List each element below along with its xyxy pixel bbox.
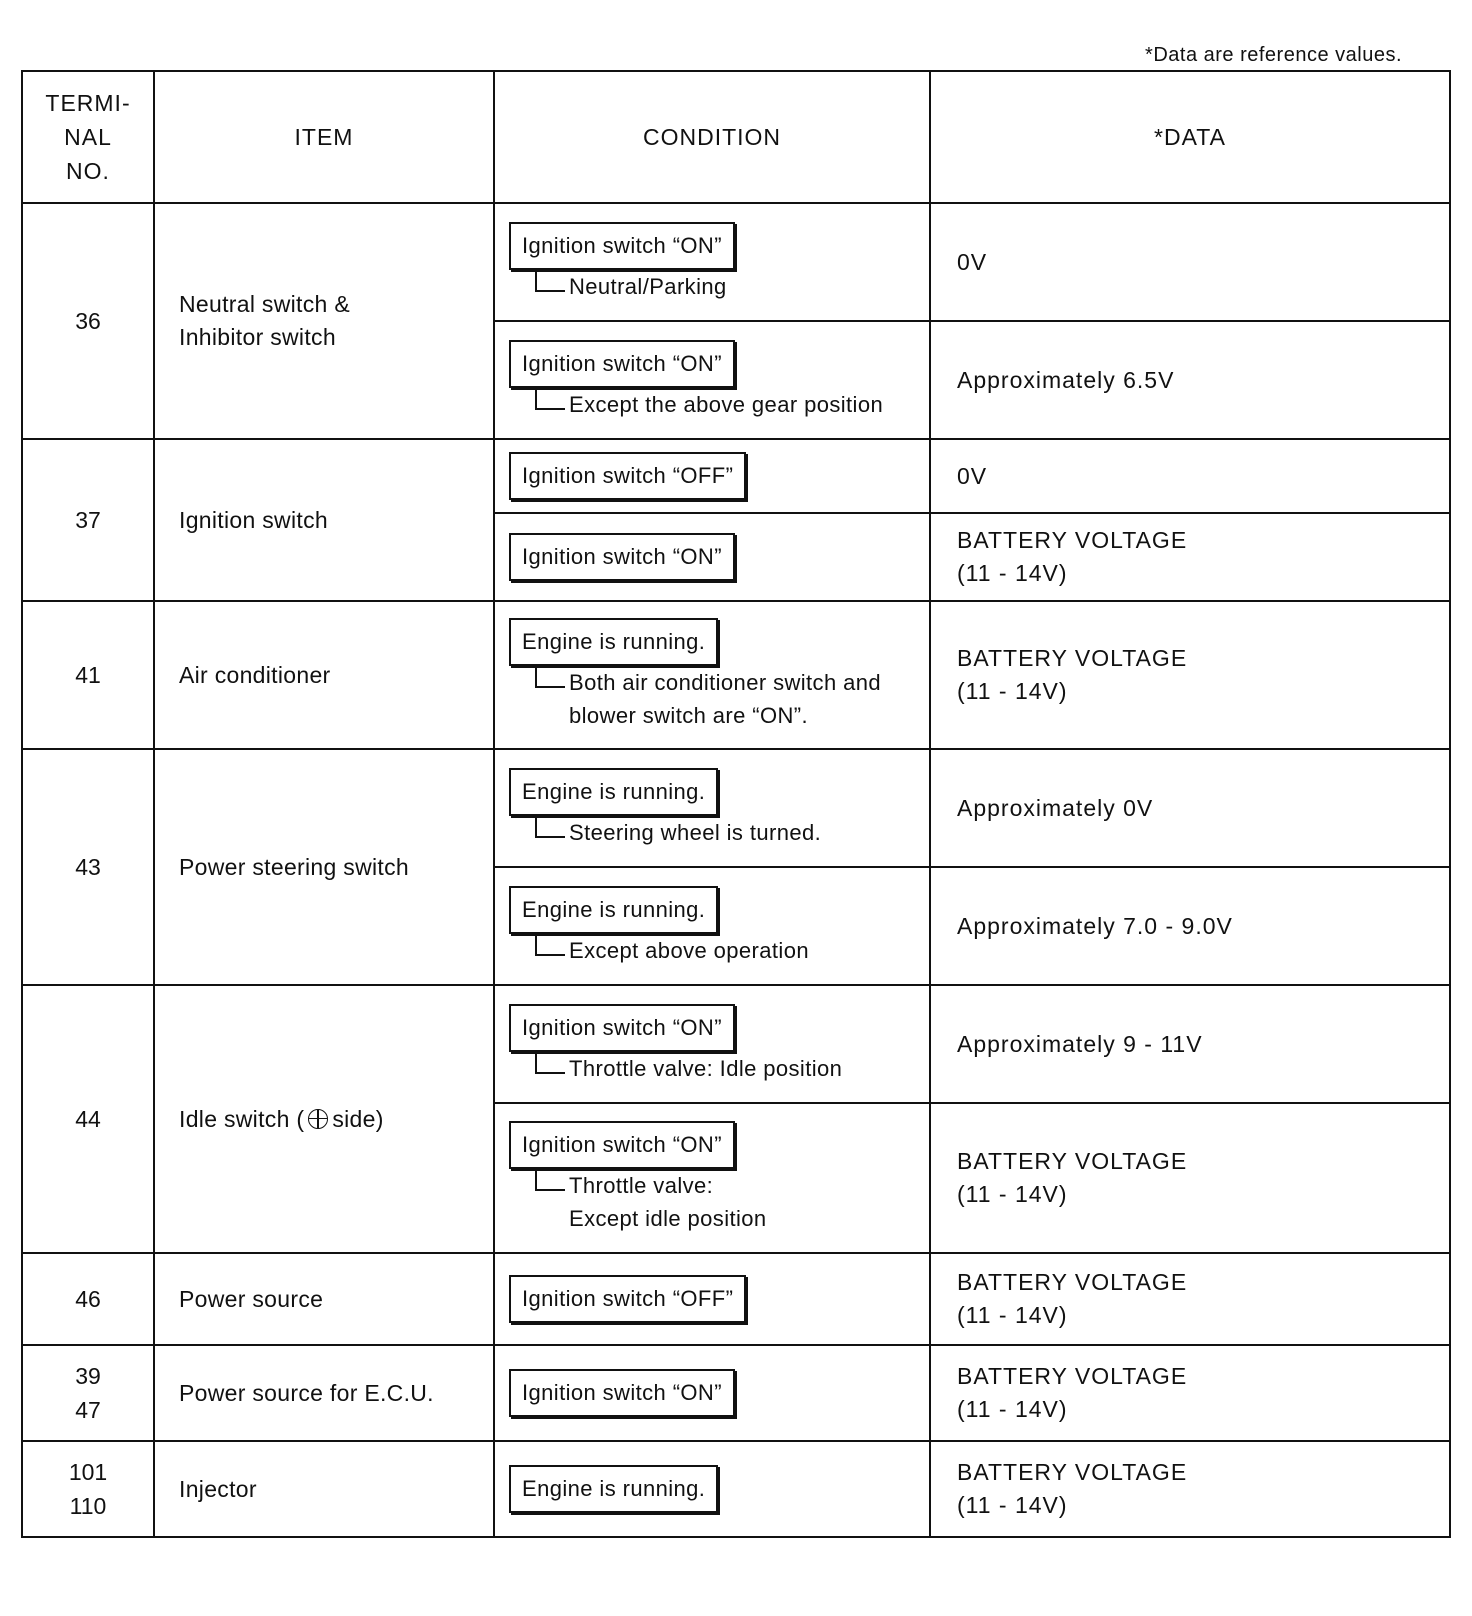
condition-cell [494, 749, 930, 867]
data-text: BATTERY VOLTAGE [957, 1363, 1188, 1389]
table-row [22, 203, 1450, 321]
data-text: Approximately 6.5V [957, 366, 1175, 393]
data-cell [930, 1103, 1450, 1253]
data-text: (11 - 14V) [957, 1181, 1068, 1207]
terminal-cell [22, 749, 154, 985]
condition-box: Engine is running. [509, 1465, 718, 1513]
table-row [22, 1441, 1450, 1537]
terminal-cell [22, 601, 154, 749]
terminal-number: 47 [75, 1397, 101, 1423]
data-text: BATTERY VOLTAGE [957, 527, 1188, 553]
item-text: Power source for E.C.U. [179, 1379, 434, 1406]
data-text: BATTERY VOLTAGE [957, 1269, 1188, 1295]
terminal-cell [22, 1345, 154, 1441]
condition-box: Ignition switch “ON” [509, 340, 735, 388]
item-cell [154, 203, 494, 439]
item-text: Idle switch ( [179, 1105, 305, 1132]
data-cell [930, 321, 1450, 439]
condition-sub [535, 270, 913, 303]
condition-box: Ignition switch “ON” [509, 533, 735, 581]
condition-box: Engine is running. [509, 618, 718, 666]
item-cell [154, 985, 494, 1253]
terminal-number: 39 [75, 1363, 101, 1389]
condition-cell [494, 867, 930, 985]
item-cell [154, 1253, 494, 1345]
data-cell [930, 513, 1450, 601]
condition-sub-text: Except the above gear position [569, 391, 884, 417]
condition-box: Ignition switch “ON” [509, 1004, 735, 1052]
header-terminal-line-1: TERMI- [45, 90, 131, 116]
data-cell [930, 1345, 1450, 1441]
terminal-number: 101 [68, 1459, 108, 1485]
table-row [22, 985, 1450, 1103]
header-condition: CONDITION [494, 71, 930, 203]
terminal-number: 110 [69, 1493, 107, 1519]
terminal-cell [22, 203, 154, 439]
table-row [22, 439, 1450, 513]
terminal-number: 43 [75, 854, 101, 880]
header-terminal-no [22, 71, 154, 203]
data-text: (11 - 14V) [957, 560, 1068, 586]
data-cell [930, 985, 1450, 1103]
condition-box: Ignition switch “ON” [509, 222, 735, 270]
condition-box: Ignition switch “OFF” [509, 452, 746, 500]
terminal-number: 41 [75, 662, 101, 688]
condition-box: Engine is running. [509, 768, 718, 816]
condition-sub-text: Except idle position [569, 1206, 767, 1231]
condition-cell [494, 513, 930, 601]
item-cell [154, 439, 494, 601]
condition-cell [494, 1441, 930, 1537]
data-text: 0V [957, 248, 988, 275]
data-cell [930, 867, 1450, 985]
condition-sub [535, 934, 913, 967]
circled-plus-icon [308, 1109, 328, 1129]
condition-sub [535, 388, 913, 421]
condition-sub-text: Both air conditioner switch and [569, 670, 882, 695]
data-text: Approximately 0V [957, 794, 1154, 821]
condition-box: Ignition switch “ON” [509, 1369, 735, 1417]
header-terminal-line-2: NAL [64, 124, 112, 150]
reference-note: *Data are reference values. [1145, 44, 1402, 66]
data-text: BATTERY VOLTAGE [957, 645, 1188, 671]
condition-cell [494, 985, 930, 1103]
condition-box: Engine is running. [509, 886, 718, 934]
header-data: *DATA [930, 71, 1450, 203]
item-text: Ignition switch [179, 506, 328, 533]
item-text: Injector [179, 1475, 257, 1502]
data-text: Approximately 7.0 - 9.0V [957, 912, 1233, 939]
item-cell [154, 601, 494, 749]
terminal-number: 44 [75, 1106, 101, 1132]
item-text: Inhibitor switch [179, 324, 336, 350]
item-text: side) [332, 1105, 384, 1132]
condition-sub-text: Throttle valve: [569, 1173, 714, 1198]
item-cell [154, 1441, 494, 1537]
terminal-number: 36 [75, 308, 101, 334]
table-row [22, 1253, 1450, 1345]
condition-sub [535, 1052, 913, 1085]
data-cell [930, 601, 1450, 749]
data-cell [930, 439, 1450, 513]
condition-sub [535, 816, 913, 849]
condition-box: Ignition switch “ON” [509, 1121, 735, 1169]
terminal-number: 46 [75, 1286, 101, 1312]
terminal-cell [22, 985, 154, 1253]
data-cell [930, 203, 1450, 321]
data-text: Approximately 9 - 11V [957, 1030, 1203, 1057]
terminal-cell [22, 1253, 154, 1345]
condition-cell [494, 601, 930, 749]
header-row [22, 71, 1450, 203]
condition-cell [494, 203, 930, 321]
item-text: Power steering switch [179, 853, 409, 880]
item-cell [154, 1345, 494, 1441]
data-text: BATTERY VOLTAGE [957, 1459, 1188, 1485]
condition-cell [494, 1103, 930, 1253]
condition-sub-text: Except above operation [569, 937, 809, 963]
data-text: 0V [957, 462, 988, 489]
condition-sub-text: blower switch are “ON”. [569, 703, 809, 728]
terminal-cell [22, 439, 154, 601]
data-text: (11 - 14V) [957, 1492, 1068, 1518]
condition-sub [535, 666, 913, 732]
data-text: (11 - 14V) [957, 1396, 1068, 1422]
condition-sub-text: Neutral/Parking [569, 273, 727, 299]
table-row [22, 601, 1450, 749]
data-cell [930, 749, 1450, 867]
terminal-number: 37 [75, 507, 101, 533]
condition-sub-text: Throttle valve: Idle position [569, 1055, 843, 1081]
header-terminal-line-3: NO. [66, 158, 110, 184]
condition-cell [494, 1345, 930, 1441]
condition-box: Ignition switch “OFF” [509, 1275, 746, 1323]
item-text: Power source [179, 1285, 324, 1312]
header-item: ITEM [154, 71, 494, 203]
item-text: Neutral switch & [179, 291, 350, 317]
condition-cell [494, 1253, 930, 1345]
condition-cell [494, 439, 930, 513]
table-row [22, 749, 1450, 867]
item-cell [154, 749, 494, 985]
terminal-data-table [21, 70, 1451, 1538]
terminal-cell [22, 1441, 154, 1537]
condition-sub [535, 1169, 913, 1235]
condition-sub-text: Steering wheel is turned. [569, 819, 822, 845]
table-row [22, 1345, 1450, 1441]
condition-cell [494, 321, 930, 439]
data-cell [930, 1253, 1450, 1345]
data-text: BATTERY VOLTAGE [957, 1148, 1188, 1174]
data-cell [930, 1441, 1450, 1537]
data-text: (11 - 14V) [957, 1302, 1068, 1328]
data-text: (11 - 14V) [957, 678, 1068, 704]
item-text: Air conditioner [179, 661, 331, 688]
